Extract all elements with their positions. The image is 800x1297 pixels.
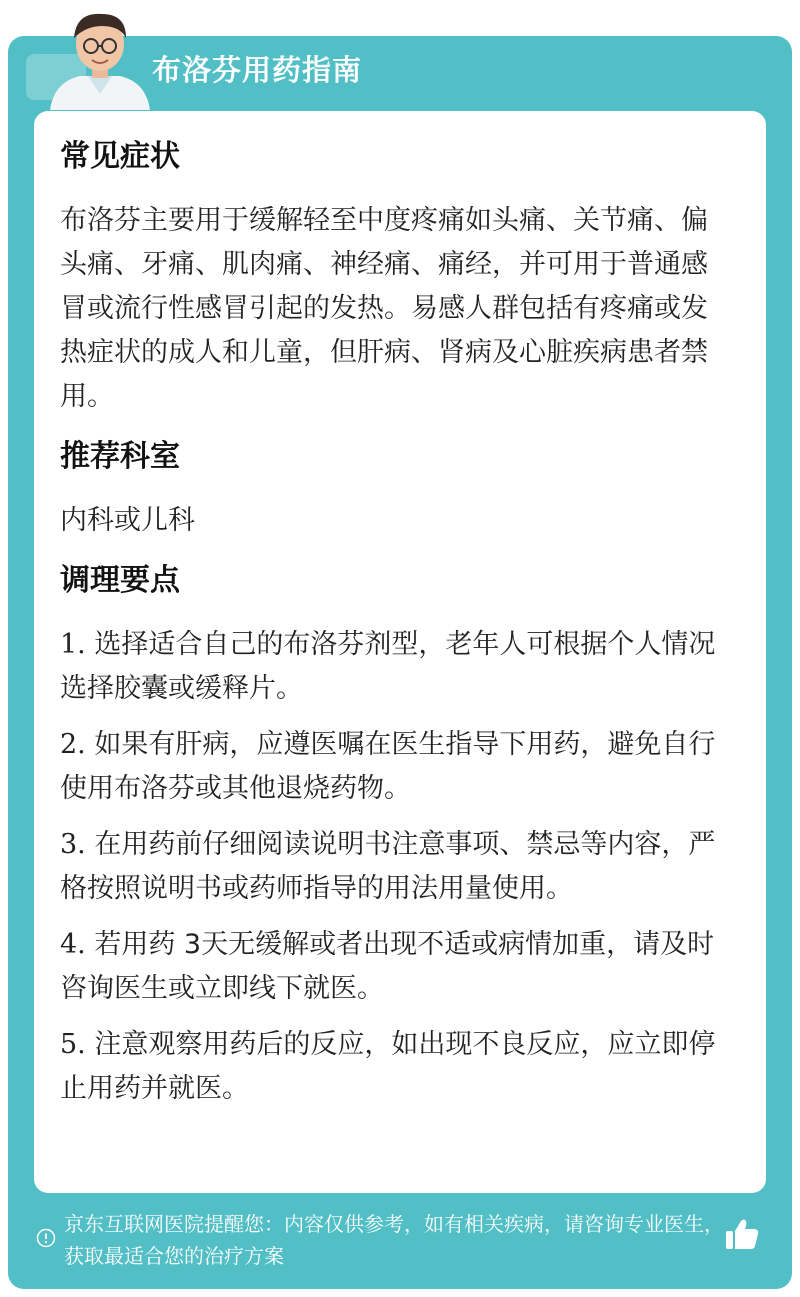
thumbs-up-icon[interactable]	[724, 1216, 760, 1252]
care-item-text: 若用药 3天无缓解或者出现不适或病情加重，请及时咨询医生或立即线下就医。	[60, 929, 715, 1004]
care-item-2	[60, 723, 726, 811]
care-item-text: 选择适合自己的布洛芬剂型，老年人可根据个人情况选择胶囊或缓释片。	[60, 629, 716, 704]
info-icon	[36, 1228, 56, 1248]
page-title: 布洛芬用药指南	[152, 53, 363, 87]
doctor-avatar-icon	[40, 4, 160, 110]
care-item-text: 注意观察用药后的反应，如出现不良反应，应立即停止用药并就医。	[60, 1029, 716, 1104]
care-item-text: 如果有肝病，应遵医嘱在医生指导下用药，避免自行使用布洛芬或其他退烧药物。	[60, 729, 716, 804]
care-item-3	[60, 823, 726, 911]
content-card	[34, 111, 766, 1193]
care-item-number: 2.	[60, 729, 86, 760]
department-text: 内科或儿科	[60, 505, 195, 536]
care-item-1	[60, 623, 726, 711]
care-item-text: 在用药前仔细阅读说明书注意事项、禁忌等内容，严格按照说明书或药师指导的用法用量使用。	[60, 829, 716, 904]
disclaimer-text: 京东互联网医院提醒您：内容仅供参考，如有相关疾病，请咨询专业医生，获取最适合您的治疗方案	[64, 1212, 724, 1268]
symptoms-text: 布洛芬主要用于缓解轻至中度疼痛如头痛、关节痛、偏头痛、牙痛、肌肉痛、神经痛、痛经，并可用于普通感冒或流行性感冒引起的发热。易感人群包括有疼痛或发热症状的成人和儿童，但肝病、肾病及心脏疾病患者禁用。	[60, 205, 708, 412]
section-heading-department: 推荐科室	[60, 439, 180, 474]
care-item-number: 5.	[60, 1029, 86, 1060]
care-item-number: 1.	[60, 629, 86, 660]
section-heading-care: 调理要点	[60, 563, 180, 598]
care-item-4	[60, 923, 726, 1011]
care-item-number: 4.	[60, 929, 86, 960]
care-item-number: 3.	[60, 829, 86, 860]
section-heading-symptoms: 常见症状	[60, 139, 180, 174]
care-item-5	[60, 1023, 726, 1111]
